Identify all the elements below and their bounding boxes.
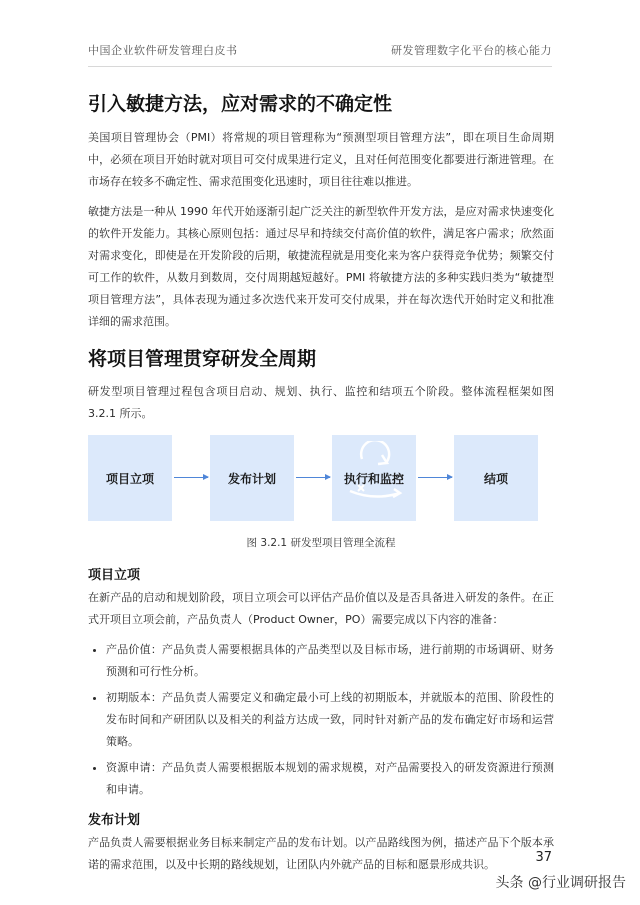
paragraph-pmi-predictive: 美国项目管理协会（PMI）将常规的项目管理称为“预测型项目管理方法”，即在项目生命周期中，必须在项目开始时就对项目可交付成果进行定义，且对任何范围变化都要进行渐进管理。在市场存在较多不确定性、需求范围变化迅速时，项目往往难以推进。	[88, 130, 554, 188]
flow-step-release-plan	[210, 435, 294, 521]
bullet-product-value: • 产品价值：产品负责人需要根据具体的产品类型以及目标市场，进行前期的市场调研、财务预测和可行性分析。	[106, 639, 554, 683]
paragraph-release-plan: 产品负责人需要根据业务目标来制定产品的发布计划。以产品路线图为例，描述产品下个版本承诺的需求范围，以及中长期的路线规划，让团队内外就产品的目标和愿景形成共识。	[88, 836, 554, 872]
flow-arrow	[296, 477, 330, 478]
flow-step-label: 发布计划	[227, 471, 276, 486]
subheading-release-plan: 发布计划	[88, 813, 141, 829]
process-flow-diagram	[88, 435, 554, 521]
header-divider	[88, 66, 552, 67]
section-heading-agile: 引入敏捷方法，应对需求的不确定性	[88, 93, 393, 115]
header-left-title: 中国企业软件研发管理白皮书	[88, 44, 238, 57]
bullet-initial-version: • 初期版本：产品负责人需要定义和确定最小可上线的初期版本，并就版本的范围、阶段性的发布时间和产研团队以及相关的利益方达成一致，同时针对新产品的发布确定好市场和运营策略。	[106, 687, 554, 753]
flow-step-label: 结项	[483, 471, 508, 486]
section-heading-lifecycle: 将项目管理贯穿研发全周期	[88, 347, 317, 370]
source-watermark: 头条 @行业调研报告	[495, 875, 626, 891]
page-number: 37	[535, 850, 552, 865]
figure-caption: 图 3.2.1 研发型项目管理全流程	[246, 537, 396, 550]
flow-step-execution-monitoring	[332, 435, 416, 521]
flow-step-label: 项目立项	[105, 471, 154, 486]
running-header	[88, 42, 552, 58]
header-right-title: 研发管理数字化平台的核心能力	[391, 44, 552, 57]
flow-step-closure	[454, 435, 538, 521]
flow-step-initiation	[88, 435, 172, 521]
flow-arrow	[174, 477, 208, 478]
flow-step-label: 执行和监控	[343, 471, 404, 486]
flow-arrow	[418, 477, 452, 478]
paragraph-initiation-intro: 在新产品的启动和规划阶段，项目立项会可以评估产品价值以及是否具备进入研发的条件。在正式开项目立项会前，产品负责人（Product Owner，PO）需要完成以下内容的准备：	[88, 591, 554, 627]
paragraph-process-overview: 研发型项目管理过程包含项目启动、规划、执行、监控和结项五个阶段。整体流程框架如图 3.2.1 所示。	[88, 385, 554, 421]
paragraph-agile-method: 敏捷方法是一种从 1990 年代开始逐渐引起广泛关注的新型软件开发方法，是应对需求快速变化的软件开发能力。其核心原则包括：通过尽早和持续交付高价值的软件，满足客户需求；欣然面对需求变化，即使是在开发阶段的后期，敏捷流程就是用变化来为客户获得竞争优势；频繁交付可工作的软件，从数月到数周，交付周期越短越好。PMI 将敏捷方法的多种实践归类为“敏捷型项目管理方法”，具体表现为通过多次迭代来开发可交付成果，并在每次迭代开始时定义和批准详细的需求范围。	[88, 204, 554, 328]
subheading-project-initiation: 项目立项	[88, 568, 141, 584]
bullet-resource-request: • 资源申请：产品负责人需要根据版本规划的需求规模，对产品需要投入的研发资源进行预测和申请。	[106, 757, 554, 801]
main-content	[88, 80, 554, 884]
initiation-bullet-list	[88, 639, 554, 801]
